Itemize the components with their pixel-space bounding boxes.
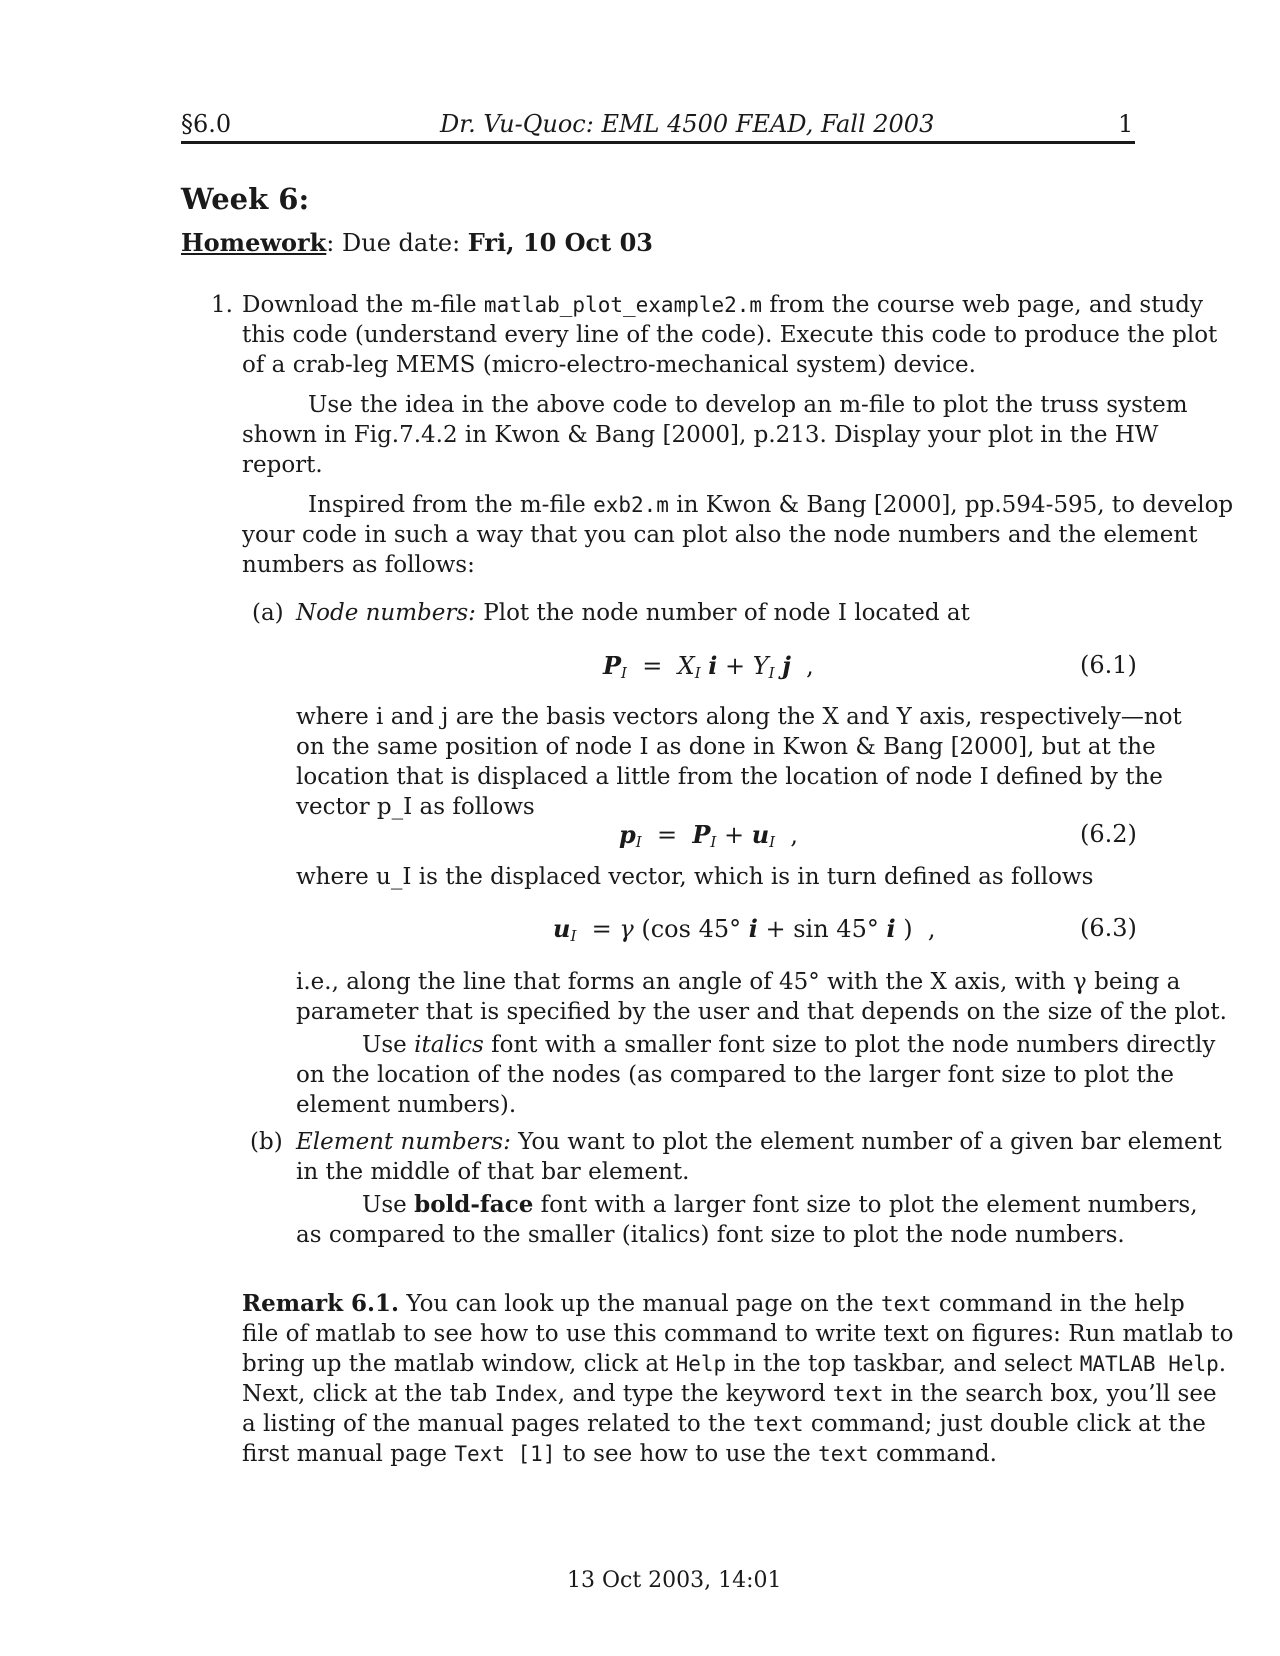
text-run: in the top taskbar, and select: [726, 1351, 1080, 1377]
text-run: first manual page: [242, 1441, 455, 1467]
text-line: your code in such a way that you can plot also the node numbers and the element: [242, 522, 1198, 548]
text-line: as compared to the smaller (italics) font size to plot the node numbers.: [296, 1222, 1125, 1248]
bold-word: bold-face: [414, 1191, 534, 1218]
equation-6-2: $p_I = P_I + u_I$ ,: [619, 820, 798, 851]
header-rule: [181, 141, 1135, 144]
text-line: this code (understand every line of the code). Execute this code to produce the plot: [242, 322, 1218, 348]
item1-paragraph3: [242, 490, 1234, 580]
subitem-a-title: Node numbers:: [296, 600, 476, 626]
text-run: from the course web page, and study: [762, 292, 1203, 318]
text-line: shown in Fig.7.4.2 in Kwon & Bang [2000], p.213. Display your plot in the HW: [242, 422, 1159, 448]
page-number: 1: [1118, 110, 1134, 138]
remark-paragraph: [242, 1289, 1234, 1469]
text-run: font with a larger font size to plot the element numbers,: [533, 1192, 1198, 1218]
due-date-label: : Due date:: [326, 229, 468, 257]
text-run: Download the m-file: [242, 292, 484, 318]
subitem-b-paragraph1: [296, 1127, 1222, 1187]
homework-line: [181, 228, 653, 257]
text-line: where i and j are the basis vectors along the X and Y axis, respectively—not: [296, 704, 1182, 730]
subitem-b-paragraph2: [296, 1190, 1198, 1250]
section-number: §6.0: [181, 110, 232, 138]
item1-paragraph2: [242, 390, 1188, 480]
text-line: Use the idea in the above code to develop an m-file to plot the truss system: [308, 392, 1188, 418]
text-line: element numbers).: [296, 1092, 517, 1118]
week-title: Week 6:: [181, 182, 310, 216]
homework-label: Homework: [181, 228, 327, 257]
text-line: i.e., along the line that forms an angle of 45° with the X axis, with γ being a: [296, 969, 1181, 995]
text-run: a listing of the manual pages related to the: [242, 1411, 753, 1437]
remark-label: Remark 6.1.: [242, 1290, 400, 1317]
due-date: Fri, 10 Oct 03: [467, 228, 653, 257]
text-run: font with a smaller font size to plot the node numbers directly: [483, 1032, 1216, 1058]
code-text-1: Text [1]: [454, 1442, 556, 1466]
text-run: command.: [868, 1441, 997, 1467]
filename-code: matlab_plot_example2.m: [483, 293, 763, 317]
code-index: Index: [494, 1382, 558, 1406]
text-line: parameter that is specified by the user and that depends on the size of the plot.: [296, 999, 1227, 1025]
text-line: of a crab-leg MEMS (micro-electro-mechanical system) device.: [242, 352, 976, 378]
code-help: Help: [675, 1352, 727, 1376]
text-run: Plot the node number of node I located at: [475, 600, 970, 626]
italics-word: italics: [414, 1032, 484, 1058]
footer-timestamp: 13 Oct 2003, 14:01: [567, 1568, 782, 1593]
text-run: , and type the keyword: [557, 1381, 833, 1407]
subitem-a-paragraph4: [296, 1030, 1216, 1120]
equation-number: (6.3): [1080, 914, 1137, 942]
text-run: in the search box, you’ll see: [883, 1381, 1217, 1407]
subitem-b-label: (b): [250, 1129, 283, 1155]
subitem-a-label: (a): [252, 600, 284, 626]
equation-6-3: $u_I = \gamma$ (cos 45° i + sin 45° i ) ,: [553, 914, 936, 945]
text-line: on the same position of node I as done in Kwon & Bang [2000], but at the: [296, 734, 1156, 760]
text-line: numbers as follows:: [242, 552, 475, 578]
code-text: text: [753, 1412, 804, 1436]
code-text: text: [880, 1292, 932, 1316]
subitem-b-title: Element numbers:: [296, 1129, 511, 1155]
code-text: text: [818, 1442, 869, 1466]
text-run: You can look up the manual page on the: [399, 1291, 881, 1317]
text-run: to see how to use the: [555, 1441, 819, 1467]
text-run: .: [1218, 1351, 1227, 1377]
text-run: bring up the matlab window, click at: [242, 1351, 676, 1377]
text-line: vector p_I as follows: [296, 794, 535, 820]
text-run: Use: [362, 1032, 415, 1058]
equation-6-1: $P_I = X_I$ $i + Y_I$ j ,: [603, 651, 814, 682]
code-text: text: [832, 1382, 884, 1406]
item-number: 1.: [211, 292, 233, 318]
filename-code: exb2.m: [593, 493, 669, 517]
text-run: in Kwon & Bang [2000], pp.594-595, to develop: [668, 492, 1234, 518]
equation-number: (6.2): [1080, 820, 1137, 848]
item1-paragraph1: [242, 290, 1218, 380]
text-line: location that is displaced a little from the location of node I defined by the: [296, 764, 1163, 790]
text-run: Use: [362, 1192, 415, 1218]
subitem-a-paragraph2: where u_I is the displaced vector, which is in turn defined as follows: [296, 864, 1094, 890]
text-line: file of matlab to see how to use this command to write text on figures: Run matlab to: [242, 1321, 1234, 1347]
running-header: Dr. Vu-Quoc: EML 4500 FEAD, Fall 2003: [440, 110, 935, 138]
text-run: You want to plot the element number of a given bar element: [510, 1129, 1222, 1155]
subitem-a-intro: [296, 598, 1135, 628]
text-line: report.: [242, 452, 323, 478]
text-line: on the location of the nodes (as compared to the larger font size to plot the: [296, 1062, 1175, 1088]
subitem-a-paragraph3: [296, 967, 1227, 1027]
text-run: Inspired from the m-file: [308, 492, 594, 518]
code-matlab-help: MATLAB Help: [1079, 1352, 1219, 1376]
subitem-a-paragraph1: [296, 702, 1182, 822]
text-run: Next, click at the tab: [242, 1381, 495, 1407]
text-run: command; just double click at the: [803, 1411, 1206, 1437]
equation-number: (6.1): [1080, 651, 1137, 679]
text-run: command in the help: [931, 1291, 1185, 1317]
text-line: in the middle of that bar element.: [296, 1159, 690, 1185]
